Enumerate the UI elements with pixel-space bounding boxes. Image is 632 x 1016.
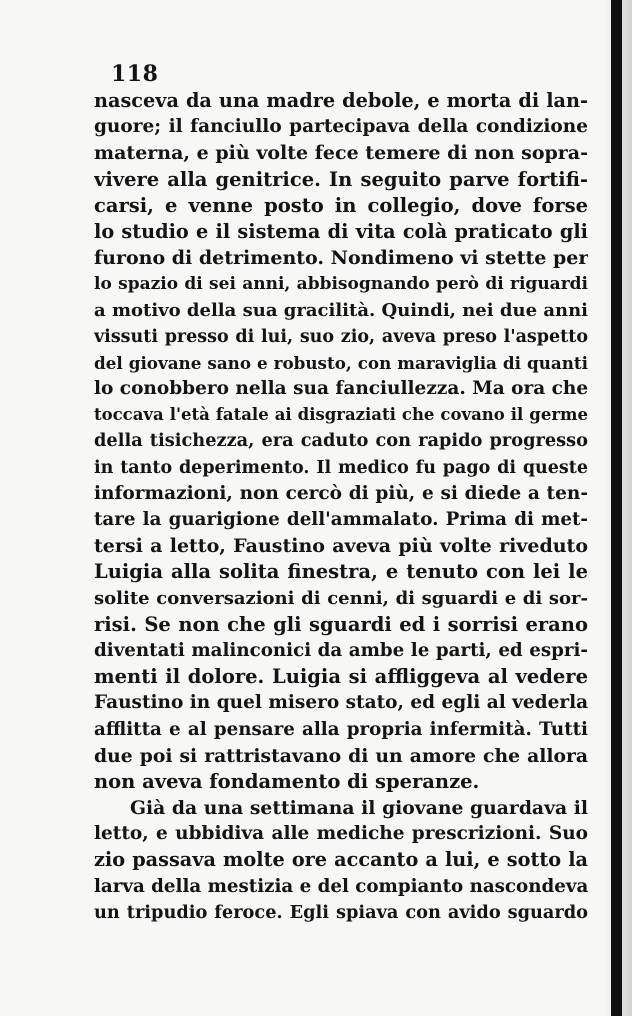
text-line: afflitta e al pensare alla propria infermità. Tutti bbox=[94, 718, 588, 740]
text-line: nasceva da una madre debole, e morta di lan- bbox=[94, 89, 588, 112]
text-line: toccava l'età fatale ai disgraziati che covano il germe bbox=[94, 405, 588, 425]
text-line: zio passava molte ore accanto a lui, e sotto la bbox=[94, 848, 588, 872]
body-text bbox=[94, 88, 588, 926]
text-line: informazioni, non cercò di più, e si diede a ten- bbox=[94, 482, 588, 504]
text-line: vivere alla genitrice. In seguito parve fortifi- bbox=[94, 167, 588, 191]
text-line: del giovane sano e robusto, con maraviglia di quanti bbox=[94, 352, 588, 373]
paragraph-start-line: Già da una settimana il giovane guardava il bbox=[130, 797, 588, 820]
text-line: materna, e più volte fece temere di non sopra- bbox=[94, 142, 588, 165]
text-line: in tanto deperimento. Il medico fu pago di queste bbox=[94, 457, 588, 478]
binding-edge bbox=[611, 0, 622, 1016]
text-line: vissuti presso di lui, suo zio, aveva preso l'aspetto bbox=[94, 326, 588, 347]
text-line: tare la guarigione dell'ammalato. Prima di met- bbox=[94, 509, 588, 530]
text-line: menti il dolore. Luigia si affliggeva al vedere bbox=[94, 665, 588, 689]
text-line: risi. Se non che gli sguardi ed i sorrisi erano bbox=[94, 612, 588, 636]
page-number: 118 bbox=[111, 61, 159, 87]
paragraph-end-line: non aveva fondamento di speranze. bbox=[94, 769, 480, 793]
text-line: a motivo della sua gracilità. Quindi, nei due anni bbox=[94, 299, 588, 321]
text-line: della tisichezza, era caduto con rapido progresso bbox=[94, 430, 588, 452]
text-line: un tripudio feroce. Egli spiava con avido sguardo bbox=[94, 901, 588, 923]
text-line: Faustino in quel misero stato, ed egli al vederla bbox=[94, 692, 588, 714]
text-line: solite conversazioni di cenni, di sguardi e di sor- bbox=[94, 587, 588, 609]
text-line: lo conobbero nella sua fanciullezza. Ma ora che bbox=[94, 378, 588, 400]
text-line: lo spazio di sei anni, abbisognando però di riguardi bbox=[94, 274, 588, 295]
text-line: Luigia alla solita finestra, e tenuto con lei le bbox=[94, 560, 588, 584]
text-line: due poi si rattristavano di un amore che allora bbox=[94, 744, 588, 767]
text-line: carsi, e venne posto in collegio, dove forse bbox=[94, 193, 588, 217]
text-line: larva della mestizia e del compianto nascondeva bbox=[94, 875, 588, 897]
text-line: lo studio e il sistema di vita colà praticato gli bbox=[94, 219, 588, 243]
text-line: letto, e ubbidiva alle mediche prescrizioni. Suo bbox=[94, 823, 588, 845]
text-line: tersi a letto, Faustino aveva più volte riveduto bbox=[94, 535, 588, 558]
text-line: diventati malinconici da ambe le parti, ed espri- bbox=[94, 639, 588, 661]
text-line: guore; il fanciullo partecipava della condizione bbox=[94, 116, 588, 138]
text-line: furono di detrimento. Nondimeno vi stette per bbox=[94, 247, 588, 270]
